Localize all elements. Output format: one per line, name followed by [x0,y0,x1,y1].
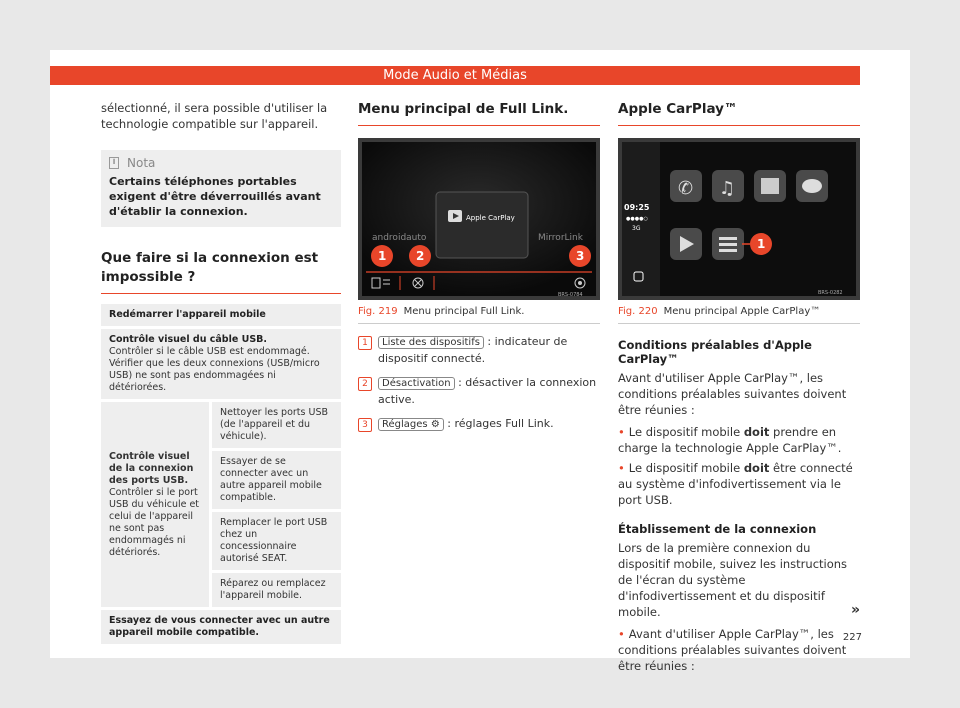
table-row: Contrôle visuel du câble USB. Contrôler si le câble USB est endommagé. Vérifier que les deux connexions (USB/micro USB) ne sont pas endommagées ni détériorées. [101,329,341,399]
android-auto-label: androidauto [372,233,427,243]
list-item: • Le dispositif mobile doit prendre en charge la technologie Apple CarPlay™. [618,425,842,455]
table-row: Contrôle visuel de la connexion des ports USB. Contrôler si le port USB du véhicule et celui de l'appareil ne sont pas endommagés ni détériorés. Nettoyer les ports USB (de l'appareil et du véhicule). Essayer de se connecter avec un autre appareil mobile compatible. Remplacer le port USB chez un concessionnaire autorisé SEAT. Réparez ou remplacez l'appareil mobile. [101,402,341,607]
table-row: Redémarrer l'appareil mobile [101,304,341,326]
conditions-text: Avant d'utiliser Apple CarPlay™, les conditions préalables suivantes doivent être réunies : [618,371,847,417]
table-cell: Réparez ou remplacez l'appareil mobile. [212,573,341,607]
list-item: 2 Désactivation : désactiver la connexion active. [358,375,600,408]
section-title-fulllink: Menu principal de Full Link. [358,100,600,126]
svg-text:♫: ♫ [719,178,736,199]
table-row: Essayez de vous connecter avec un autre appareil mobile compatible. [101,610,341,644]
svg-text:✆: ✆ [678,178,694,199]
nota-box [101,150,341,227]
info-icon: i [109,157,119,169]
figure-code: BRS-0282 [818,290,843,296]
legend-list [358,334,600,433]
nota-text: Certains téléphones portables exigent d'être déverrouillés avant d'établir la connexion. [109,175,321,218]
svg-text:3: 3 [576,249,585,263]
carplay-screen-illustration [618,138,860,300]
list-item: 1 Liste des dispositifs : indicateur de dispositif connecté. [358,334,600,367]
troubleshooting-table [101,304,341,644]
column-2 [358,100,600,441]
settings-icon: ⚙ [430,419,440,430]
column-3 [618,100,860,674]
svg-text:1: 1 [757,237,766,251]
list-item: • Le dispositif mobile doit être connecté au système d'infodivertissement via le port USB. [618,461,853,507]
mirrorlink-label: MirrorLink [538,233,583,243]
connexion-text: Lors de la première connexion du dispositif mobile, suivez les instructions de l'écran du système d'infodivertissement et du dispositif mobile. [618,541,848,619]
card-label: Apple CarPlay [466,214,515,222]
figure-caption: Fig. 219 Menu principal Full Link. [358,306,600,324]
table-cell: Remplacer le port USB chez un concessionnaire autorisé SEAT. [212,512,341,570]
column-1 [101,100,341,647]
list-item: • Avant d'utiliser Apple CarPlay™, les conditions préalables suivantes doivent être réunies : [618,627,847,673]
clock: 09:25 [624,203,650,212]
svg-text:●●●●○: ●●●●○ [626,216,648,222]
table-cell: Essayer de se connecter avec un autre appareil mobile compatible. [212,451,341,509]
nota-title: Nota [127,156,156,170]
table-cell: Nettoyer les ports USB (de l'appareil et du véhicule). [212,402,341,448]
list-item: 3 Réglages ⚙ : réglages Full Link. [358,416,600,433]
figure-carplay [618,138,860,300]
page-number: 227 [842,632,862,643]
section-title-connection: Que faire si la connexion est impossible ? [101,249,341,294]
figure-code: BRS-0784 [558,292,583,298]
figure-fulllink [358,138,600,300]
svg-text:1: 1 [378,249,387,263]
heading-connexion: Établissement de la connexion [618,522,817,536]
fulllink-screen-illustration [358,138,600,300]
continue-marker: » [850,602,860,618]
section-title-carplay: Apple CarPlay™ [618,100,860,126]
network-label: 3G [632,225,641,232]
page-header: Mode Audio et Médias [50,66,860,85]
svg-text:2: 2 [416,249,425,263]
heading-conditions: Conditions préalables d'Apple CarPlay™ [618,338,812,366]
intro-text: sélectionné, il sera possible d'utiliser la technologie compatible sur l'appareil. [101,101,328,131]
figure-caption: Fig. 220 Menu principal Apple CarPlay™ [618,306,860,324]
